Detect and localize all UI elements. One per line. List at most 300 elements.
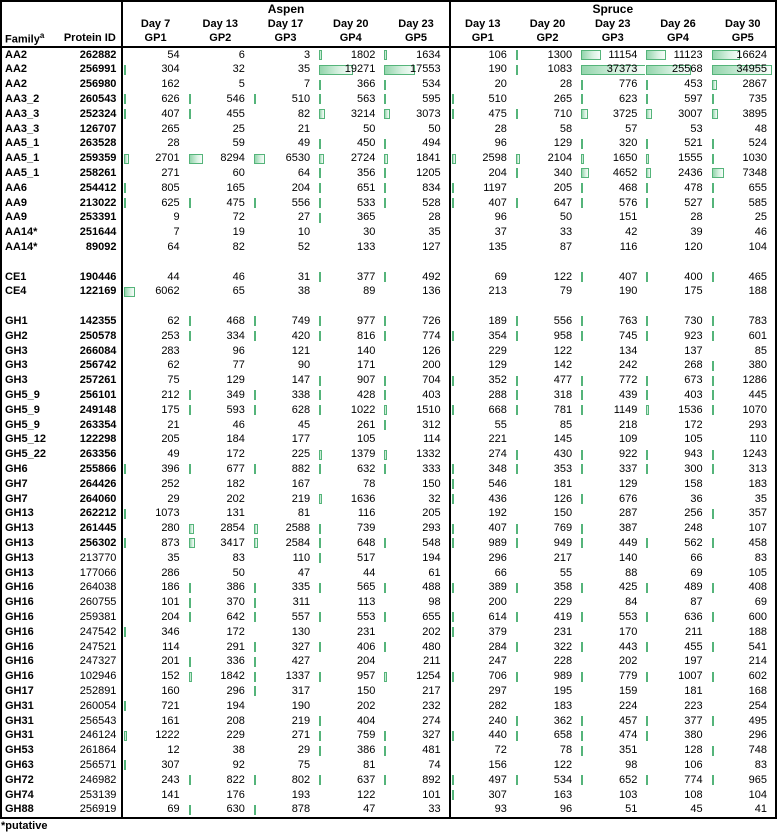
value-cell: [450, 196, 515, 211]
protein-id-cell: 122169: [58, 284, 122, 299]
value-label: 46: [754, 226, 767, 239]
value-cell: [711, 136, 776, 151]
value-label: 150: [422, 477, 441, 490]
data-bar: [319, 109, 325, 119]
protein-id-cell: 256991: [58, 62, 122, 77]
value-cell: [515, 373, 580, 388]
data-bar: [452, 672, 454, 682]
value-label: 229: [553, 596, 573, 609]
value-cell: [383, 521, 449, 536]
data-bar: [581, 183, 583, 193]
data-bar: [646, 405, 649, 415]
value-cell: [122, 536, 187, 551]
value-label: 81: [297, 507, 311, 520]
value-label: 1022: [350, 403, 376, 416]
value-cell: [318, 492, 383, 507]
value-cell: [253, 551, 318, 566]
data-bar: [581, 716, 583, 726]
value-cell: [515, 654, 580, 669]
value-label: 1650: [612, 152, 638, 165]
value-cell: [515, 196, 580, 211]
value-label: 52: [297, 241, 311, 254]
value-cell: [580, 196, 645, 211]
value-label: 106: [684, 758, 703, 771]
value-cell: [515, 47, 580, 63]
value-cell: [318, 418, 383, 433]
value-cell: [383, 47, 449, 63]
value-cell: [253, 669, 318, 684]
value-label: 1842: [220, 670, 245, 683]
value-cell: [188, 122, 253, 137]
value-cell: [122, 773, 187, 788]
value-cell: [122, 506, 187, 521]
value-label: 58: [559, 122, 573, 135]
value-label: 655: [422, 610, 441, 623]
value-label: 676: [618, 492, 638, 505]
value-cell: [711, 551, 776, 566]
value-label: 7: [173, 226, 180, 239]
value-label: 122: [357, 788, 376, 801]
value-cell: [383, 388, 449, 403]
data-bar: [254, 805, 256, 815]
data-bar: [581, 524, 583, 534]
value-cell: [318, 388, 383, 403]
value-cell: [253, 536, 318, 551]
value-cell: [450, 802, 515, 818]
table-row: [1, 492, 776, 507]
value-label: 488: [422, 581, 441, 594]
value-label: 247: [488, 655, 507, 668]
family-cell: GH17: [5, 684, 34, 697]
value-cell: [188, 462, 253, 477]
value-cell: [383, 625, 449, 640]
value-cell: [188, 388, 253, 403]
value-cell: [515, 595, 580, 610]
data-bar: [384, 464, 386, 474]
value-cell: [253, 196, 318, 211]
value-cell: [253, 77, 318, 92]
value-cell: [580, 462, 645, 477]
value-cell: [188, 580, 253, 595]
value-cell: [188, 166, 253, 181]
value-label: 271: [291, 729, 311, 742]
value-label: 403: [422, 388, 441, 401]
protein-id-cell: 262212: [58, 506, 122, 521]
data-bar: [254, 538, 259, 548]
value-cell: [122, 640, 187, 655]
data-bar: [384, 642, 386, 652]
data-bar: [516, 731, 518, 741]
value-cell: [645, 802, 710, 818]
value-cell: [711, 802, 776, 818]
data-bar: [712, 109, 719, 119]
value-cell: [580, 566, 645, 581]
value-label: 494: [422, 137, 441, 150]
value-cell: [318, 136, 383, 151]
value-cell: [580, 388, 645, 403]
value-cell: [383, 77, 449, 92]
table-row: [1, 551, 776, 566]
value-label: 774: [684, 773, 703, 786]
value-label: 293: [422, 522, 441, 535]
value-label: 1243: [742, 448, 767, 461]
value-label: 104: [748, 241, 767, 254]
data-bar: [254, 331, 256, 341]
value-cell: [188, 403, 253, 418]
value-label: 497: [488, 773, 507, 786]
value-label: 440: [488, 729, 507, 742]
value-label: 1222: [155, 729, 180, 742]
value-cell: [645, 314, 710, 329]
table-row: [1, 728, 776, 743]
value-cell: [580, 77, 645, 92]
value-cell: [450, 654, 515, 669]
value-cell: [645, 329, 710, 344]
value-label: 44: [167, 270, 180, 283]
value-cell: [253, 403, 318, 418]
value-label: 600: [748, 610, 767, 623]
value-cell: [253, 743, 318, 758]
value-label: 42: [625, 226, 638, 239]
protein-id-cell: 247542: [58, 625, 122, 640]
value-label: 165: [226, 181, 245, 194]
value-cell: [188, 521, 253, 536]
value-label: 183: [553, 699, 573, 712]
value-label: 763: [618, 315, 638, 327]
value-cell: [253, 447, 318, 462]
value-label: 49: [297, 137, 311, 150]
value-cell: [580, 699, 645, 714]
data-bar: [516, 50, 518, 60]
data-bar: [646, 583, 648, 593]
protein-id-cell: 253391: [58, 210, 122, 225]
value-cell: [515, 447, 580, 462]
value-cell: [645, 758, 710, 773]
data-bar: [452, 494, 454, 504]
value-label: 193: [291, 788, 311, 801]
family-cell: GH16: [5, 625, 34, 638]
value-cell: [122, 122, 187, 137]
value-cell: [515, 270, 580, 285]
value-cell: [383, 714, 449, 729]
value-label: 1300: [547, 48, 573, 61]
value-cell: [645, 432, 710, 447]
data-bar: [384, 331, 386, 341]
value-cell: [645, 136, 710, 151]
value-cell: [515, 506, 580, 521]
value-cell: [188, 240, 253, 255]
value-cell: [711, 77, 776, 92]
data-bar: [384, 272, 386, 282]
value-cell: [188, 225, 253, 240]
value-cell: [450, 92, 515, 107]
value-label: 145: [553, 433, 573, 446]
value-label: 189: [488, 315, 507, 327]
value-label: 595: [422, 93, 441, 106]
value-label: 121: [291, 344, 311, 357]
value-label: 11123: [673, 48, 703, 61]
value-label: 114: [162, 640, 180, 653]
value-label: 400: [684, 270, 703, 283]
value-cell: [515, 551, 580, 566]
value-label: 27: [297, 211, 311, 224]
data-bar: [452, 731, 454, 741]
data-bar: [646, 672, 648, 682]
data-bar: [189, 672, 192, 682]
value-cell: [711, 684, 776, 699]
value-label: 636: [684, 610, 703, 623]
value-cell: [580, 151, 645, 166]
value-cell: [188, 492, 253, 507]
value-label: 878: [291, 803, 311, 816]
value-label: 66: [690, 551, 703, 564]
value-cell: [122, 654, 187, 669]
value-cell: [253, 492, 318, 507]
table-row: [1, 62, 776, 77]
value-cell: [580, 432, 645, 447]
value-cell: [645, 654, 710, 669]
value-label: 28: [167, 137, 180, 150]
value-label: 45: [297, 418, 311, 431]
value-cell: [645, 196, 710, 211]
data-bar: [581, 405, 583, 415]
data-bar: [452, 479, 454, 489]
value-label: 1636: [350, 492, 376, 505]
data-bar: [124, 464, 126, 474]
value-cell: [450, 432, 515, 447]
value-label: 957: [357, 670, 376, 683]
value-label: 96: [494, 211, 507, 224]
value-label: 495: [748, 714, 767, 727]
value-cell: [188, 788, 253, 803]
value-label: 407: [488, 196, 507, 209]
value-label: 404: [357, 714, 376, 727]
value-cell: [253, 432, 318, 447]
value-label: 202: [357, 699, 376, 712]
data-bar: [712, 361, 714, 371]
value-cell: [450, 270, 515, 285]
data-bar: [189, 805, 191, 815]
value-label: 340: [553, 167, 573, 180]
value-cell: [645, 77, 710, 92]
value-cell: [711, 92, 776, 107]
value-cell: [383, 344, 449, 359]
value-cell: [383, 536, 449, 551]
value-cell: [383, 62, 449, 77]
value-cell: [515, 788, 580, 803]
table-row: [1, 773, 776, 788]
value-label: 651: [357, 181, 376, 194]
value-cell: [711, 344, 776, 359]
value-label: 658: [553, 729, 573, 742]
value-label: 105: [357, 433, 376, 446]
value-label: 6530: [285, 152, 311, 165]
day-header: Day 13: [202, 17, 239, 30]
data-bar: [384, 775, 386, 785]
value-label: 35: [428, 226, 441, 239]
value-label: 907: [357, 374, 376, 387]
value-cell: [383, 773, 449, 788]
data-bar: [189, 109, 191, 119]
data-bar: [646, 390, 648, 400]
value-cell: [515, 151, 580, 166]
value-cell: [711, 329, 776, 344]
data-bar: [384, 50, 387, 60]
value-label: 943: [684, 448, 703, 461]
value-cell: [253, 373, 318, 388]
data-bar: [254, 524, 259, 534]
data-bar: [516, 583, 518, 593]
protein-id-cell: 260543: [58, 92, 122, 107]
gp-header-row: [1, 31, 776, 47]
value-cell: [318, 802, 383, 818]
value-label: 108: [684, 788, 703, 801]
value-cell: [383, 684, 449, 699]
value-label: 228: [553, 655, 573, 668]
value-label: 989: [553, 670, 573, 683]
value-label: 556: [291, 196, 311, 209]
value-label: 32: [232, 63, 245, 76]
data-bar: [319, 716, 321, 726]
value-cell: [711, 122, 776, 137]
value-cell: [383, 728, 449, 743]
value-label: 977: [357, 315, 376, 327]
value-label: 2584: [285, 536, 311, 549]
value-cell: [383, 462, 449, 477]
value-cell: [580, 344, 645, 359]
value-cell: [253, 506, 318, 521]
value-label: 458: [748, 536, 767, 549]
value-label: 147: [291, 374, 311, 387]
value-label: 296: [226, 684, 245, 697]
table-row: [1, 47, 776, 63]
value-cell: [383, 240, 449, 255]
value-cell: [450, 225, 515, 240]
data-bar: [124, 94, 126, 104]
data-bar: [646, 109, 651, 119]
day-header: Day 23: [594, 17, 631, 30]
value-cell: [253, 210, 318, 225]
data-bar: [712, 775, 714, 785]
value-cell: [515, 477, 580, 492]
value-label: 357: [748, 507, 767, 520]
value-label: 1007: [678, 670, 703, 683]
value-label: 113: [357, 596, 376, 609]
data-bar: [384, 80, 386, 90]
value-cell: [515, 640, 580, 655]
data-bar: [254, 464, 256, 474]
value-label: 475: [226, 196, 245, 209]
value-cell: [450, 462, 515, 477]
value-label: 958: [553, 329, 573, 342]
value-cell: [645, 551, 710, 566]
data-bar: [516, 450, 518, 460]
value-label: 232: [422, 699, 441, 712]
data-bar: [646, 154, 649, 164]
protein-id-cell: 256302: [58, 536, 122, 551]
protein-id-cell: 122298: [58, 432, 122, 447]
family-header-label: Family: [5, 33, 40, 46]
data-bar: [712, 80, 717, 90]
family-cell: GH13: [5, 522, 34, 535]
value-label: 75: [297, 758, 311, 771]
data-bar: [646, 139, 648, 149]
value-label: 64: [297, 167, 311, 180]
value-cell: [318, 640, 383, 655]
value-cell: [645, 462, 710, 477]
value-label: 362: [553, 714, 573, 727]
value-label: 28: [494, 122, 507, 135]
value-label: 87: [690, 596, 703, 609]
value-cell: [318, 373, 383, 388]
value-cell: [580, 580, 645, 595]
value-label: 288: [488, 388, 507, 401]
value-label: 103: [618, 788, 638, 801]
data-bar: [254, 154, 265, 164]
value-label: 34955: [736, 63, 767, 76]
family-cell: GH53: [5, 744, 34, 757]
value-label: 287: [618, 507, 638, 520]
value-label: 188: [748, 285, 767, 298]
protein-id-cell: 213022: [58, 196, 122, 211]
value-label: 35: [167, 551, 180, 564]
value-label: 81: [363, 758, 376, 771]
value-label: 553: [357, 610, 376, 623]
data-bar: [581, 390, 583, 400]
value-label: 61: [428, 566, 441, 579]
value-label: 965: [748, 773, 767, 786]
family-cell: GH7: [5, 492, 28, 505]
data-bar: [516, 642, 518, 652]
value-label: 892: [422, 773, 441, 786]
data-bar: [581, 331, 583, 341]
protein-id-cell: 247521: [58, 640, 122, 655]
value-cell: [515, 432, 580, 447]
family-cell: AA3_2: [5, 93, 40, 106]
data-bar: [452, 538, 454, 548]
protein-id-cell: 264060: [58, 492, 122, 507]
value-cell: [188, 773, 253, 788]
value-label: 439: [618, 388, 638, 401]
value-cell: [515, 566, 580, 581]
value-label: 66: [494, 566, 507, 579]
value-label: 89: [363, 285, 376, 298]
value-cell: [122, 329, 187, 344]
value-label: 524: [748, 137, 767, 150]
value-cell: [188, 418, 253, 433]
value-label: 120: [684, 241, 703, 254]
protein-id-cell: 177066: [58, 566, 122, 581]
data-bar: [384, 583, 386, 593]
value-label: 380: [748, 359, 767, 372]
value-cell: [253, 714, 318, 729]
value-cell: [711, 388, 776, 403]
value-cell: [645, 418, 710, 433]
value-label: 36: [690, 492, 703, 505]
value-label: 304: [161, 63, 180, 76]
value-label: 427: [291, 655, 311, 668]
table-row: [1, 462, 776, 477]
value-cell: [711, 196, 776, 211]
table-row: [1, 388, 776, 403]
family-header-footnote-mark: a: [39, 31, 45, 40]
value-cell: [515, 77, 580, 92]
value-cell: [188, 758, 253, 773]
table-row: [1, 314, 776, 329]
data-bar: [646, 168, 650, 178]
value-label: 72: [232, 211, 245, 224]
data-bar: [319, 94, 321, 104]
